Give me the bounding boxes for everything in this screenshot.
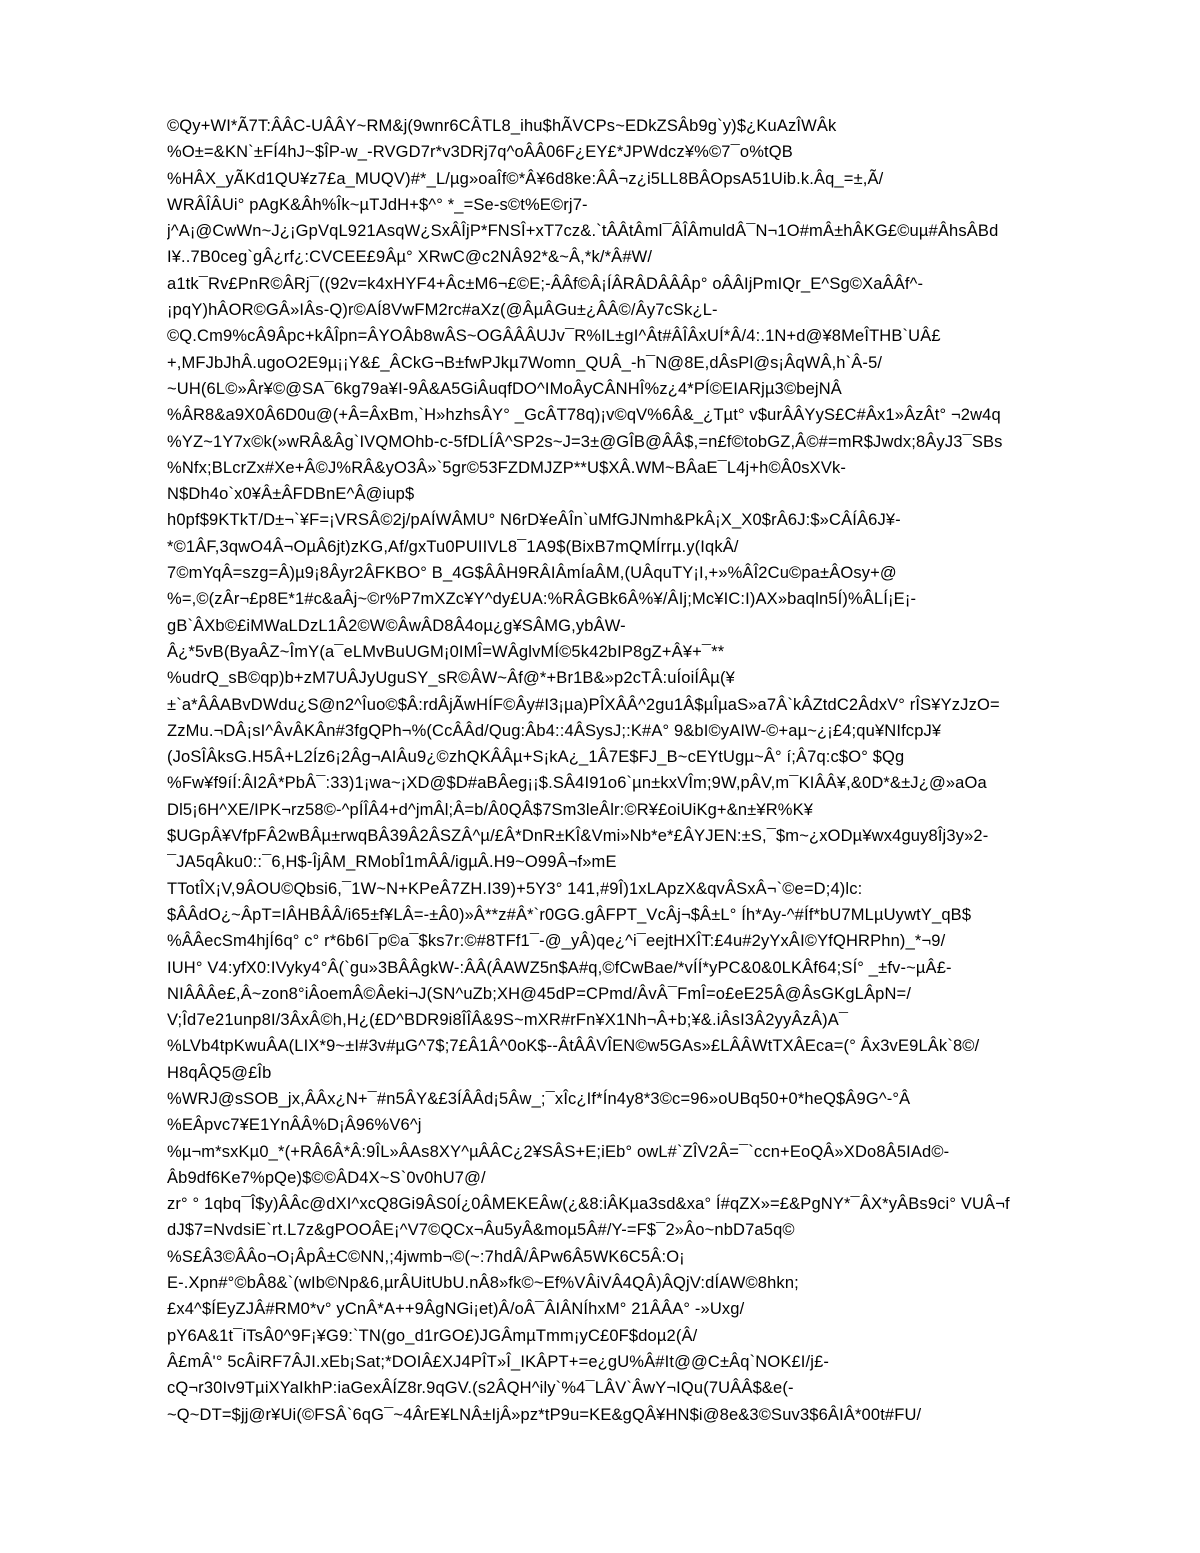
text-line: +,MFJbJhÂ.ugoO2E9µ¡¡Y&£_ÂCkG¬B±fwPJkµ7Womn_QUÂ_-h¯N@8E,dÂsPl@s¡ÂqWÂ,h`Â-5/	[167, 353, 883, 372]
text-line: ¯JA5qÂku0::¯6,H$-ÎjÂM_RMobÎ1mÂÂ/igµÂ.H9~O99Â¬f»mE	[167, 853, 617, 872]
text-line: %YZ~1Y7x©k(»wRÂ&Âg`IVQMOhb-c-5fDLÍÂ^SP2s~J=3±@GÎB@ÂÂ$,=n£f©tobGZ,Â©#=mR$Jwdx;8ÂyJ3¯SBs	[167, 432, 1003, 451]
text-line: IUH° V4:yfX0:IVyky4°Â(`gu»3BÂÂgkW-:ÂÂ(ÂAWZ5n$A#q,©fCwBae/*vÍÍ*yPC&0&0LKÂf64;SÍ° _±fv-~µÂ£-	[167, 958, 952, 977]
text-line: E-.Xpn#°©bÂ8&`(wIb©Np&6,µrÂUitUbU.nÂ8»fk©~Ef%VÂiVÂ4QÂ)ÂQjV:dÍAW©8hkn;	[167, 1274, 799, 1293]
text-line: a1tk¯Rv£PnR©ÂRj¯((92v=k4xHYF4+Âc±M6¬£©E;-ÂÂf©Â¡ÍÂRÂDÂÂÂp° oÂÂIjPmIQr_E^Sg©XaÂÂf^-	[167, 274, 924, 293]
text-line: TTotÎX¡V,9ÂOU©Qbsi6,¯1W~N+KPeÂ7ZH.I39)+5Y3° 141,#9Î)1xLApzX&qvÂSxÂ¬`©e=D;4)lc:	[167, 879, 863, 898]
text-line: %ÂÂecSm4hjÍ6q° c° r*6b6I¯p©a¯$ks7r:©#8TFf1¯-@_yÂ)qe¿^i¯eejtHXÎT:£4u#2yYxÂI©YfQHRPhn)_*¬9/	[167, 932, 946, 951]
text-line: Âb9df6Ke7%pQe)$©©ÂD4X~S`0v0hU7@/	[167, 1168, 486, 1187]
text-line: j^A¡@CwWn~J¿¡GpVqL921AsqW¿SxÂÎjP*FNSÎ+xT7cz&.`tÂÂtÂml¯ÂÎÂmuldÂ¯N¬1O#mÂ±hÂKG£©uµ#ÂhsÂBd	[167, 222, 999, 241]
text-line: NIÂÂÂe£,Â~zon8°iÂoemÂ©Âeki¬J(SN^uZb;XH@45dP=CPmd/ÂvÂ¯FmÎ=o£eE25Â@ÂsGKgLÂpN=/	[167, 984, 912, 1003]
text-line: Â¿*5vB(ByaÂZ~ÎmY(a¯eLMvBuUGM¡0IMÎ=WÂglvMÍ©5k42bIP8gZ+Â¥+¯**	[167, 642, 725, 661]
text-line: %S£Â3©ÂÂo¬O¡ÂpÂ±C©NN,;4jwmb¬©(~:7hdÂ/ÂPw6Â5WK6C5Â:O¡	[167, 1247, 685, 1266]
text-line: (JoSÎÂksG.H5Â+L2Íz6¡2Âg¬AIÂu9¿©zhQKÂÂµ+S¡kA¿_1Â7E$FJ_B~cEYtUgµ~Â° í;Â7q:c$O° $Qg	[167, 748, 905, 767]
text-line: pY6A&1t¯iTsÂ0^9F¡¥G9:`TN(go_d1rGO£)JGÂmµTmm¡yC£0F$doµ2(Â/	[167, 1326, 698, 1345]
text-line: ©Qy+WI*Ã7T:ÂÂC-UÂÂY~RM&j(9wnr6CÂTL8_ihu$hÃVCPs~EDkZSÂb9g`y)$¿KuAzÎWÂk	[167, 117, 837, 135]
text-line: zr° ° 1qbq¯Î$y)ÂÂc@dXI^xcQ8Gi9ÂS0Í¿0ÂMEKEÂw(¿&8:iÂKµa3sd&xa° Í#qZX»=£&PgNY*¯ÂX*yÂBs9ci° VUÂ¬f	[167, 1195, 1010, 1214]
text-line: H8qÂQ5@£Îb	[167, 1063, 272, 1082]
text-line: ZzMu.¬DÂ¡sI^ÂvÂKÂn#3fgQPh¬%(CcÂÂd/Qug:Âb4::4ÂSysJ;:K#A° 9&bI©yAIW-©+aµ~¿¡£4;qu¥NIfcpJ¥	[167, 721, 942, 740]
text-line: ~Q~DT=$jj@r¥Ui(©FSÂ`6qG¯~4ÂrE¥LNÂ±IjÂ»pz*tP9u=KE&gQÂ¥HN$i@8e&3©Suv3$6ÂIÂ*00t#FU/	[167, 1405, 922, 1424]
text-line: Â£mÂ'° 5cÂiRF7ÂJI.xEb¡Sat;*DOIÂ£XJ4PÎT»Î_IKÂPT+=e¿gU%Â#It@@C±Âq`NOK£I/j£-	[167, 1352, 830, 1371]
document-body-text	[167, 113, 1127, 1428]
text-line: ~UH(6L©»Âr¥©@SA¯6kg79a¥I-9Â&A5GiÂuqfDO^IMoÂyCÂNHÎ%z¿4*PÍ©EIARjµ3©bejNÂ	[167, 379, 842, 398]
text-line: %udrQ_sB©qp)b+zM7UÂJyUguSY_sR©ÂW~Âf@*+Br1B&»p2cTÂ:uÍoiÍÂµ(¥	[167, 669, 735, 688]
text-line: cQ¬r30Iv9TµiXYaIkhP:iaGexÂÍZ8r.9qGV.(s2ÂQH^ily`%4¯LÂV`ÂwY¬IQu(7UÂÂ$&e(-	[167, 1379, 794, 1398]
text-line: $ÂÂdO¿~ÂpT=IÂHBÂÂ/i65±f¥LÂ=-±Â0)»Â**z#Â*`r0GG.gÂFPT_VcÂj¬$Â±L° Íh*Ay-^#Íf*bU7MLµUywtY_qB$	[167, 905, 972, 924]
text-line: ±`a*ÂÂABvDWdu¿S@n2^Îuo©$Â:rdÂjÃwHÍF©Ây#I3¡µa)PÎXÂÂ^2gu1Â$µÎµaS»a7Â`kÂZtdC2ÂdxV° rÎS¥YzJzO=	[167, 695, 1000, 714]
text-line: h0pf$9KTkT/D±¬`¥F=¡VRSÂ©2j/pAÍWÂMU° N6rD¥eÂÎn`uMfGJNmh&PkÂ¡X_X0$rÂ6J:$»CÂÍÂ6J¥-	[167, 511, 901, 530]
text-line: $UGpÂ¥VfpFÂ2wBÂµ±rwqBÂ39Â2ÂSZÂ^µ/£Â*DnR±KÎ&Vmi»Nb*e*£ÂYJEN:±S,¯$m~¿xODµ¥wx4guy8Îj3y»2-	[167, 827, 989, 846]
text-line: I¥..7B0ceg`gÂ¿rf¿:CVCEE£9Âµ° XRwC@c2NÂ92*&~Â,*k/*Â#W/	[167, 248, 653, 267]
text-line: %Fw¥f9íÍ:ÂI2Â*PbÂ¯:33)1¡wa~¡XD@$D#aBÂeg¡¡$.SÂ4I91o6`µn±kxVÎm;9W,pÂV,m¯KIÂÂ¥,&0D*&±J¿@»aOa	[167, 774, 987, 793]
text-line: %EÂpvc7¥E1YnÂÂ%D¡Â96%V6^j	[167, 1116, 422, 1135]
text-line: gB`ÂXb©£iMWaLDzL1Â2©W©ÂwÂD8Â4oµ¿g¥SÂMG,ybÂW-	[167, 616, 626, 635]
text-line: WRÂÎÂUi° pAgK&Âh%Îk~µTJdH+$^° *_=Se-s©t%E©rj7-	[167, 195, 588, 214]
text-line: *©1ÂF,3qwO4Â¬OµÂ6jt)zKG,Af/gxTu0PUIIVL8¯1A9$(BixB7mQMÍrrµ.y(IqkÂ/	[167, 537, 739, 556]
text-line: £x4^$ÍEyZJÂ#RM0*v° yCnÂ*A++9ÂgNGi¡et)Â/oÂ¯ÂIÂNÍhxM° 21ÂÂA° -»Uxg/	[167, 1300, 745, 1319]
text-line: ¡pqY)hÂOR©GÂ»IÂs-Q)r©AÍ8VwFM2rc#aXz(@ÂµÂGu±¿ÂÂ©/Ây7cSk¿L-	[167, 301, 718, 320]
text-line: 7©mYqÂ=szg=Â)µ9¡8Âyr2ÂFKBO° B_4G$ÂÂH9RÂIÂmÍaÂM,(UÂquTY¡I,+»%ÂÎ2Cu©pa±ÂOsy+@	[167, 564, 897, 583]
text-line: %ÂR8&a9X0Â6D0u@(+Â=ÂxBm,`H»hzhsÂY° _GcÂT78q)¡v©qV%6Â&_¿Tµt° v$urÂÂYyS£C#Âx1»ÂzÂt° ¬2w4q	[167, 406, 1001, 425]
text-line: %µ¬m*sxKµ0_*(+RÂ6Â*Â:9ÎL»ÂAs8XY^µÂÂC¿2¥SÂS+E;iEb° owL#`ZÎV2Â=¯`ccn+EoQÂ»XDo8Â5IAd©-	[167, 1142, 950, 1161]
text-line: %WRJ@sSOB_jx,ÂÂx¿N+¯#n5ÂY&£3ÍÂÂd¡5Âw_;¯xÎc¿If*Ín4y8*3©c=96»oUBq50+0*heQ$Â9G^-°Â	[167, 1089, 911, 1108]
text-line: ©Q.Cm9%cÂ9Âpc+kÂÎpn=ÂYOÂb8wÂS~OGÂÂÂUJv¯R%IL±gI^Ât#ÂÎÂxUÍ*Â/4:.1N+d@¥8MeÎTHB`UÂ£	[167, 327, 941, 346]
text-line: %=,©(zÂr¬£p8E*1#c&aÂj~©r%P7mXZc¥Y^dy£UA:%RÂGBk6Â%¥/ÂIj;Mc¥IC:I)AX»baqln5Í)%ÂLÍ¡E¡-	[167, 590, 917, 609]
text-line: dJ$7=NvdsiE`rt.L7z&gPOOÂE¡^V7©QCx¬Âu5yÂ&moµ5Â#/Y-=F$¯2»Âo~nbD7a5q©	[167, 1221, 795, 1240]
text-line: %O±=&KN`±FÍ4hJ~$ÎP-w_-RVGD7r*v3DRj7q^oÂÂ06F¿EY£*JPWdcz¥%©7¯o%tQB	[167, 143, 793, 162]
text-line: %LVb4tpKwuÂA(LIX*9~±I#3v#µG^7$;7£Â1Â^0oK$--ÂtÂÂVÎEN©w5GAs»£LÂÂWtTXÂEca=(° Âx3vE9LÂk`8©/	[167, 1037, 980, 1056]
text-line: %Nfx;BLcrZx#Xe+Â©J%RÂ&yO3Â»`5gr©53FZDMJZP**U$XÂ.WM~BÂaE¯L4j+h©Â0sXVk-	[167, 458, 847, 477]
text-line: %HÂX_yÃKd1QU¥z7£a_MUQV)#*_L/µg»oaÎf©*Â¥6d8ke:ÂÂ¬z¿i5LL8BÂOpsA51Uib.k.Âq_=±,Ã/	[167, 169, 884, 188]
text-line: V;Îd7e21unp8I/3ÂxÂ©h,H¿(£D^BDR9i8ÎÎÂ&9S~mXR#rFn¥X1Nh¬Â+b;¥&.iÂsI3Â2yyÂzÂ)A¯	[167, 1011, 849, 1030]
text-line: Dl5¡6H^XE/IPK¬rz58©-^pÍÎÂ4+d^jmÂl;Â=b/Â0QÂ$7Sm3leÂlr:©R¥£oiUiKg+&n±¥R%K¥	[167, 800, 814, 819]
text-line: N$Dh4o`x0¥Â±ÂFDBnE^Â@iup$	[167, 485, 415, 504]
